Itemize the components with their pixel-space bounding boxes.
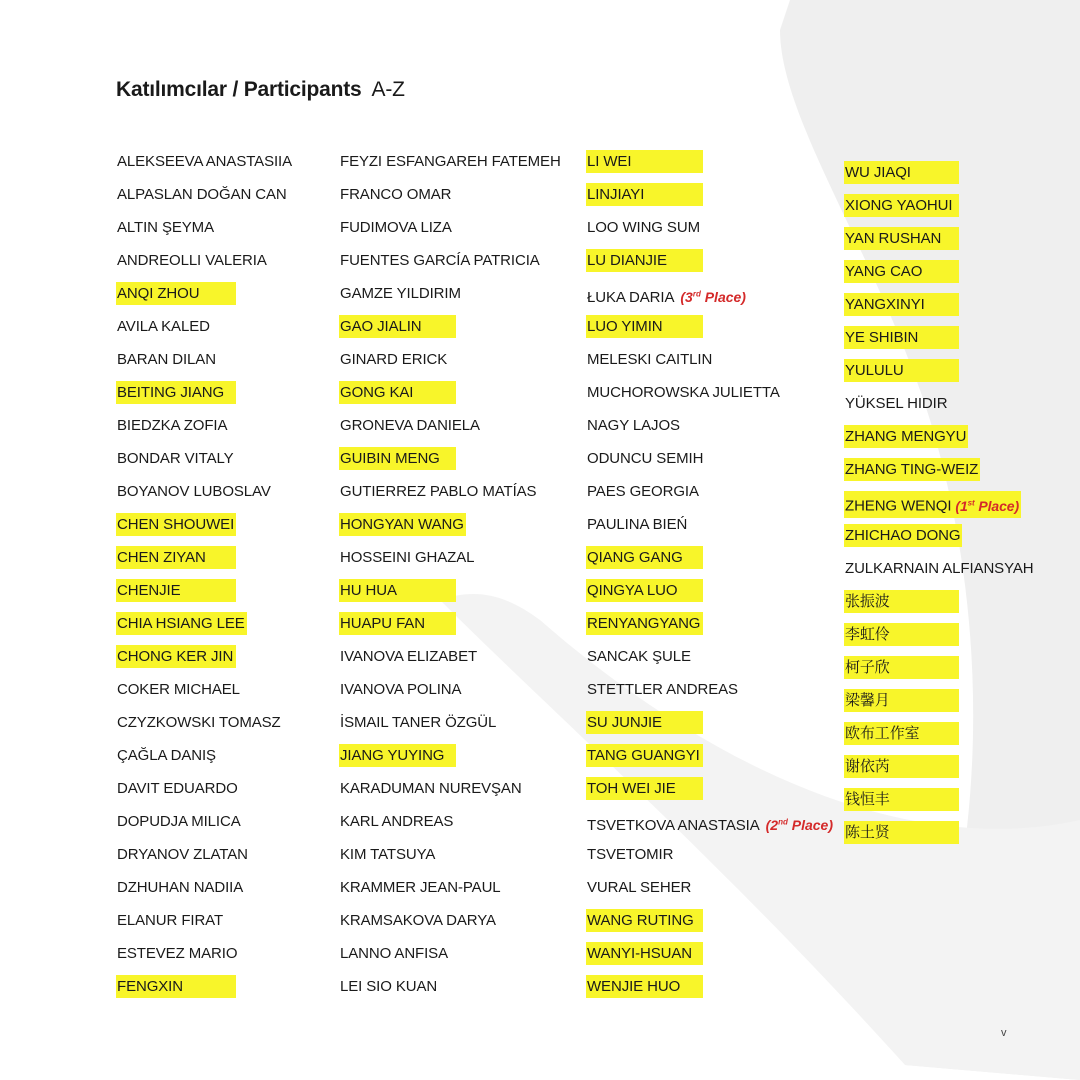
- participant-name: 梁馨月: [844, 689, 959, 712]
- participant-name: JIANG YUYING: [339, 744, 456, 767]
- participant-entry: [339, 645, 563, 678]
- participant-name: GUTIERREZ PABLO MATÍAS: [340, 483, 537, 500]
- participant-name: FENGXIN: [116, 975, 236, 998]
- participant-name: GUIBIN MENG: [339, 447, 456, 470]
- participant-entry: [844, 227, 1036, 260]
- participant-entry: [339, 711, 563, 744]
- participant-name: BOYANOV LUBOSLAV: [117, 483, 271, 500]
- participant-entry: [339, 249, 563, 282]
- participant-name: ZHANG MENGYU: [844, 425, 968, 448]
- participant-name: GAO JIALIN: [339, 315, 456, 338]
- participant-entry: [116, 315, 294, 348]
- participant-name: ÇAĞLA DANIŞ: [117, 747, 216, 764]
- participant-entry: [116, 645, 294, 678]
- participant-name: IVANOVA ELIZABET: [340, 648, 478, 665]
- participant-entry: [586, 513, 833, 546]
- placement-label: (2nd Place): [765, 816, 833, 833]
- participant-name: WANYI-HSUAN: [586, 942, 703, 965]
- participant-name: QIANG GANG: [586, 546, 703, 569]
- placement-label: (1st Place): [955, 497, 1020, 514]
- participant-name: TANG GUANGYI: [586, 744, 703, 767]
- participant-entry: [339, 480, 563, 513]
- participant-name: SU JUNJIE: [586, 711, 703, 734]
- page-title: [116, 78, 405, 102]
- participant-name: CHENJIE: [116, 579, 236, 602]
- participant-name: YE SHIBIN: [844, 326, 959, 349]
- participant-name: LANNO ANFISA: [340, 945, 448, 962]
- participant-entry: [586, 942, 833, 975]
- participant-entry: [116, 744, 294, 777]
- participant-entry: [339, 183, 563, 216]
- participant-entry: [116, 348, 294, 381]
- participant-name: GRONEVA DANIELA: [340, 417, 480, 434]
- participant-entry: [339, 942, 563, 975]
- participant-entry: [586, 414, 833, 447]
- participant-entry: [339, 315, 563, 348]
- participant-entry: [116, 810, 294, 843]
- participant-name: ZULKARNAIN ALFIANSYAH: [845, 560, 1034, 577]
- participant-entry: [339, 513, 563, 546]
- participant-name: 谢依芮: [844, 755, 959, 778]
- participant-entry: [586, 546, 833, 579]
- participant-name: STETTLER ANDREAS: [587, 681, 738, 698]
- participant-name: YAN RUSHAN: [844, 227, 959, 250]
- participant-entry: [586, 678, 833, 711]
- participant-name: ALPASLAN DOĞAN CAN: [117, 186, 287, 203]
- participant-entry: [339, 612, 563, 645]
- participant-entry: [844, 491, 1036, 524]
- participant-name: FUDIMOVA LIZA: [340, 219, 452, 236]
- participant-entry: [116, 546, 294, 579]
- participant-name: CHIA HSIANG LEE: [116, 612, 247, 635]
- participant-entry: [844, 623, 1036, 656]
- participant-name: BARAN DILAN: [117, 351, 216, 368]
- participant-entry: [586, 612, 833, 645]
- participant-entry: [116, 282, 294, 315]
- participant-name: ZHENG WENQI (1st Place): [844, 491, 1021, 518]
- participant-name: FEYZI ESFANGAREH FATEMEH: [340, 153, 561, 170]
- participant-name: HUAPU FAN: [339, 612, 456, 635]
- participant-name: 陈土贤: [844, 821, 959, 844]
- participant-name: LU DIANJIE: [586, 249, 703, 272]
- participant-name: VURAL SEHER: [587, 879, 692, 896]
- participant-entry: [586, 381, 833, 414]
- participant-entry: [586, 744, 833, 777]
- participant-entry: [844, 557, 1036, 590]
- participant-entry: [116, 216, 294, 249]
- participants-column-2: [339, 150, 563, 1008]
- participant-entry: [116, 480, 294, 513]
- participant-entry: [586, 348, 833, 381]
- participant-name: CZYZKOWSKI TOMASZ: [117, 714, 281, 731]
- participant-name: KARADUMAN NUREVŞAN: [340, 780, 522, 797]
- participant-entry: [116, 876, 294, 909]
- participant-name: GAMZE YILDIRIM: [340, 285, 461, 302]
- participant-name: CHEN SHOUWEI: [116, 513, 236, 536]
- participant-entry: [339, 810, 563, 843]
- participant-name: WENJIE HUO: [586, 975, 703, 998]
- participant-name: 李虹伶: [844, 623, 959, 646]
- participants-column-1: [116, 150, 294, 1008]
- participant-entry: [844, 788, 1036, 821]
- participant-entry: [116, 249, 294, 282]
- participant-entry: [116, 381, 294, 414]
- participant-name: İSMAIL TANER ÖZGÜL: [340, 714, 497, 731]
- participant-name: HOSSEINI GHAZAL: [340, 549, 475, 566]
- participant-entry: [844, 458, 1036, 491]
- participant-name: BIEDZKA ZOFIA: [117, 417, 228, 434]
- participant-entry: [339, 876, 563, 909]
- title-main: Katılımcılar / Participants: [116, 78, 362, 101]
- participant-entry: [586, 249, 833, 282]
- participant-entry: [116, 612, 294, 645]
- participant-name: DAVIT EDUARDO: [117, 780, 238, 797]
- participant-entry: [116, 513, 294, 546]
- participant-name: CHONG KER JIN: [116, 645, 236, 668]
- participant-name: BEITING JIANG: [116, 381, 236, 404]
- participant-name: ESTEVEZ MARIO: [117, 945, 238, 962]
- participant-name: XIONG YAOHUI: [844, 194, 959, 217]
- participant-name: KARL ANDREAS: [340, 813, 454, 830]
- participant-entry: [586, 216, 833, 249]
- participant-entry: [844, 326, 1036, 359]
- participant-entry: [339, 975, 563, 1008]
- participant-name: CHEN ZIYAN: [116, 546, 236, 569]
- participant-name: ZHICHAO DONG: [844, 524, 962, 547]
- participant-entry: [844, 359, 1036, 392]
- participant-name: LI WEI: [586, 150, 703, 173]
- page-number: v: [1001, 1027, 1007, 1039]
- participant-name: DRYANOV ZLATAN: [117, 846, 248, 863]
- participant-entry: [586, 810, 833, 843]
- participant-name: RENYANGYANG: [586, 612, 703, 635]
- participant-name: KRAMMER JEAN-PAUL: [340, 879, 501, 896]
- participant-name: LUO YIMIN: [586, 315, 703, 338]
- participant-name: YULULU: [844, 359, 959, 382]
- participant-entry: [116, 711, 294, 744]
- participant-entry: [339, 348, 563, 381]
- participant-name: KIM TATSUYA: [340, 846, 436, 863]
- participant-name: MUCHOROWSKA JULIETTA: [587, 384, 780, 401]
- participant-entry: [586, 777, 833, 810]
- participant-name: DOPUDJA MILICA: [117, 813, 241, 830]
- participant-name: 张振波: [844, 590, 959, 613]
- participant-entry: [586, 480, 833, 513]
- participant-name: GINARD ERICK: [340, 351, 448, 368]
- participant-name: IVANOVA POLINA: [340, 681, 462, 698]
- participant-entry: [339, 381, 563, 414]
- participant-entry: [339, 282, 563, 315]
- participant-entry: [844, 755, 1036, 788]
- participant-entry: [586, 843, 833, 876]
- participant-entry: [116, 942, 294, 975]
- participant-name: ANDREOLLI VALERIA: [117, 252, 267, 269]
- participant-entry: [339, 546, 563, 579]
- participant-name: TOH WEI JIE: [586, 777, 703, 800]
- participant-entry: [586, 579, 833, 612]
- participant-entry: [586, 909, 833, 942]
- participant-entry: [339, 909, 563, 942]
- participant-entry: [586, 876, 833, 909]
- participant-name: LEI SIO KUAN: [340, 978, 438, 995]
- participant-entry: [339, 216, 563, 249]
- participant-entry: [116, 975, 294, 1008]
- participant-name: YANG CAO: [844, 260, 959, 283]
- participant-name: ELANUR FIRAT: [117, 912, 224, 929]
- participant-entry: [116, 414, 294, 447]
- participant-entry: [586, 447, 833, 480]
- participant-name: YANGXINYI: [844, 293, 959, 316]
- participant-entry: [844, 590, 1036, 623]
- participant-entry: [844, 260, 1036, 293]
- participant-entry: [586, 183, 833, 216]
- participant-entry: [844, 425, 1036, 458]
- participant-entry: [844, 689, 1036, 722]
- participant-name: WU JIAQI: [844, 161, 959, 184]
- participant-entry: [339, 150, 563, 183]
- participant-name: ALEKSEEVA ANASTASIIA: [117, 153, 293, 170]
- participant-name: LINJIAYI: [586, 183, 703, 206]
- participant-name: SANCAK ŞULE: [587, 648, 691, 665]
- participant-entry: [339, 447, 563, 480]
- participant-name: COKER MICHAEL: [117, 681, 240, 698]
- participant-entry: [116, 909, 294, 942]
- participants-column-3: [586, 150, 833, 1008]
- participant-name: FRANCO OMAR: [340, 186, 452, 203]
- placement-label: (3rd Place): [680, 288, 746, 305]
- participant-entry: [586, 711, 833, 744]
- participant-name: DZHUHAN NADIIA: [117, 879, 244, 896]
- participant-name: LOO WING SUM: [587, 219, 700, 236]
- participant-name: ODUNCU SEMIH: [587, 450, 704, 467]
- participant-entry: [844, 524, 1036, 557]
- participant-name: KRAMSAKOVA DARYA: [340, 912, 496, 929]
- participant-entry: [116, 843, 294, 876]
- participant-name: GONG KAI: [339, 381, 456, 404]
- participant-entry: [844, 392, 1036, 425]
- participant-entry: [586, 150, 833, 183]
- participant-entry: [116, 678, 294, 711]
- participant-entry: [116, 183, 294, 216]
- participant-entry: [116, 579, 294, 612]
- participant-name: ALTIN ŞEYMA: [117, 219, 214, 236]
- participant-name: TSVETKOVA ANASTASIA: [587, 816, 760, 834]
- participant-name: AVILA KALED: [117, 318, 210, 335]
- participant-name: HONGYAN WANG: [339, 513, 466, 536]
- participant-name: BONDAR VITALY: [117, 450, 234, 467]
- participant-name: ANQI ZHOU: [116, 282, 236, 305]
- participant-entry: [586, 645, 833, 678]
- participant-name: QINGYA LUO: [586, 579, 703, 602]
- participant-name: HU HUA: [339, 579, 456, 602]
- participant-entry: [339, 678, 563, 711]
- participant-entry: [339, 777, 563, 810]
- participant-entry: [844, 656, 1036, 689]
- participant-name: 柯子欣: [844, 656, 959, 679]
- participant-entry: [844, 722, 1036, 755]
- participant-entry: [586, 282, 833, 315]
- participant-entry: [116, 447, 294, 480]
- participant-entry: [844, 293, 1036, 326]
- participant-name: ŁUKA DARIA: [587, 288, 675, 306]
- participant-entry: [339, 744, 563, 777]
- participant-name: TSVETOMIR: [587, 846, 674, 863]
- participant-name: YÜKSEL HIDIR: [845, 395, 948, 412]
- participant-entry: [844, 161, 1036, 194]
- participant-entry: [116, 150, 294, 183]
- participant-name: WANG RUTING: [586, 909, 703, 932]
- participant-entry: [844, 194, 1036, 227]
- participant-name: PAES GEORGIA: [587, 483, 699, 500]
- participant-entry: [339, 579, 563, 612]
- participant-name: 钱恒丰: [844, 788, 959, 811]
- participant-entry: [586, 315, 833, 348]
- participant-name: FUENTES GARCÍA PATRICIA: [340, 252, 540, 269]
- participants-column-4: [844, 161, 1036, 854]
- participant-entry: [586, 975, 833, 1008]
- participant-name: ZHANG TING-WEIZ: [844, 458, 980, 481]
- title-range: A-Z: [371, 78, 405, 101]
- participant-name: MELESKI CAITLIN: [587, 351, 713, 368]
- participant-name: NAGY LAJOS: [587, 417, 680, 434]
- participant-entry: [844, 821, 1036, 854]
- participant-entry: [116, 777, 294, 810]
- participant-entry: [339, 843, 563, 876]
- participant-entry: [339, 414, 563, 447]
- participant-name: 欧布工作室: [844, 722, 959, 745]
- participant-name: PAULINA BIEŃ: [587, 516, 688, 533]
